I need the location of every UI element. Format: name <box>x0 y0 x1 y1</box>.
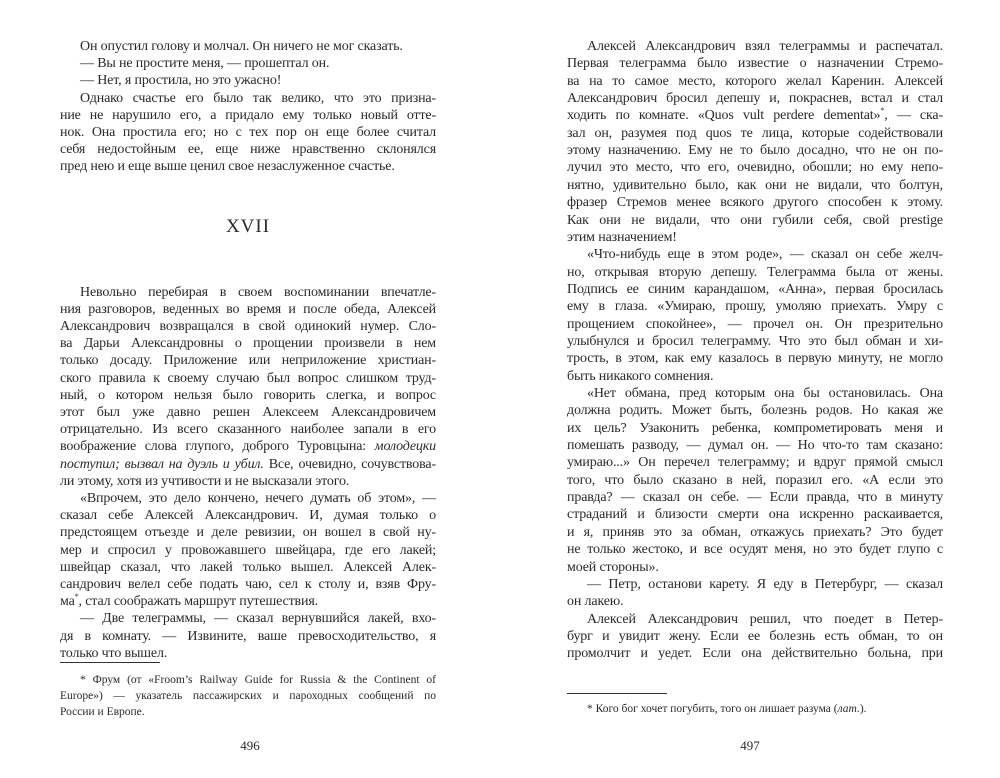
text-line: только досаду. Приложение или неприложение христиан- <box>60 353 436 369</box>
text-line: этому назначению. Ему не то было досадно, что не он по- <box>567 143 943 159</box>
text-line: Как они не видали, что они губили себя, свой prestige <box>567 212 943 228</box>
text-line: Алексей Александрович решил, что поедет в Петер- <box>587 611 943 627</box>
text-run: * Кого бог хочет погубить, того он лишает разума ( <box>587 703 838 715</box>
text-line: того, что было сказано в ней, поразил его. «А если это <box>567 472 943 488</box>
text-line: улыбнулся и бросил телеграмму. Что это был обман и хи- <box>567 333 943 349</box>
page-number: 496 <box>240 738 260 753</box>
text-line <box>60 438 436 455</box>
text-line: их цель? Узаконить ребенка, компрометировать меня и <box>567 420 943 436</box>
footnote-divider <box>567 693 667 694</box>
text-line: Первая телеграмма было известие о назначении Стремо- <box>567 56 943 72</box>
text-line: и я, приняв это за обман, откажусь приехать? Это будет <box>567 524 943 540</box>
footnote-line: России и Европе. <box>60 706 145 718</box>
text-line: себя недостойным ее, еще ниже нравственно склонялся <box>60 142 436 158</box>
text-line: лучил это место, что его, очевидно, обошли; но ему непо- <box>567 160 943 176</box>
chapter-heading: XVII <box>225 215 271 237</box>
text-line: быть никакого сомнения. <box>567 368 714 384</box>
text-line: Александрович бросил депешу и, покраснев, встал и стал <box>567 91 943 107</box>
text-line: только что вышел. <box>60 645 168 661</box>
text-run: Все, очевидно, сочувствова- <box>263 456 436 472</box>
text-line: швейцар сказал, что лакей только вышел. Алексей Алек- <box>60 559 436 575</box>
footnote-line <box>567 701 943 717</box>
text-line: нятно, удивительно было, как они не видали, что болтун, <box>567 177 943 193</box>
text-run: ма <box>60 594 75 610</box>
text-line: зал он, разумея под quos те лица, которые содействовали <box>567 125 943 141</box>
text-line: бург и увидит жену. Если ее болезнь есть обман, то он <box>567 628 943 644</box>
text-line: правда? — сказал он себе. — Если правда, что в минуту <box>567 490 943 506</box>
text-line: мер и спросил у провожавшего швейцара, где его лакей; <box>60 542 436 558</box>
footnote-divider <box>60 662 160 663</box>
text-line: — Нет, я простила, но это ужасно! <box>80 73 282 89</box>
italic-text: поступил; вызвал на дуэль и убил. <box>60 456 264 472</box>
text-line <box>60 593 436 610</box>
text-line: «Нет обмана, пред которым она бы остановилась. Она <box>587 386 943 401</box>
text-line <box>60 456 436 473</box>
text-line: этот был уже давно решен Алексеем Александровичем <box>60 405 436 420</box>
text-line: ный, о котором нельзя было говорить слегка, и вопрос <box>60 387 436 403</box>
text-line: трость, в этом, как ему казалось в первую минуту, не могло <box>567 351 943 367</box>
text-line <box>567 107 943 124</box>
text-run: , стал соображать маршрут путешествия. <box>78 594 318 610</box>
text-line: ского правила к своему случаю был вопрос слишком труд- <box>60 370 436 386</box>
text-line: промолчит и уедет. Если она действительно больна, при <box>567 646 943 662</box>
text-line: — Две телеграммы, — сказал вернувшийся лакей, вхо- <box>80 611 436 627</box>
text-line: помешать разводу, — думал он. — Но что-то там сказано: <box>567 438 943 454</box>
text-line: сказал себе Алексей Александрович. И, думая только о <box>60 508 436 524</box>
text-line: Подпись ее синим карандашом, «Анна», первая бросилась <box>567 281 943 297</box>
text-line: умираю...» Он перечел телеграмму; и вдруг прямой смысл <box>567 455 943 471</box>
text-line: Алексей Александрович взял телеграммы и распечатал. <box>587 39 943 54</box>
text-line: этим назначением! <box>567 229 677 245</box>
text-run: , — ска- <box>884 108 943 124</box>
text-line: фразер Стремов менее всякого другого способен к этому. <box>567 195 943 211</box>
text-line: Невольно перебирая в своем воспоминании впечатле- <box>80 284 436 300</box>
text-line: пред нею и еще выше ценил свое незаслуженное счастье. <box>60 159 395 175</box>
footnote-line: Europe») — указатель пассажирских и пароходных сообщений по <box>60 690 436 702</box>
right-page <box>500 0 1000 778</box>
text-run: воображение слова глупого, доброго Туровцына: <box>60 439 375 455</box>
text-line: ния разговоров, веденных во время и после обеда, Алексей <box>60 301 436 317</box>
text-line: предстоящем отъезде и деле ревизии, он вошел в свой ну- <box>60 525 436 541</box>
footnote-marker: * <box>880 106 885 116</box>
text-line: «Что-нибудь еще в этом роде», — сказал он себе желч- <box>587 247 943 263</box>
text-line: — Вы не простите меня, — прошептал он. <box>80 56 330 72</box>
text-line: — Петр, останови карету. Я еду в Петербург, — сказал <box>587 576 943 592</box>
footnote-line: * Фрум (от «Froom’s Railway Guide for Russia & the Continent of <box>80 674 436 686</box>
text-line: он лакею. <box>567 594 624 610</box>
footnote-marker: * <box>74 592 79 602</box>
text-line: но, открывая вторую депешу. Телеграмма была от жены. <box>567 264 943 280</box>
text-line: ва на то самое место, которого желал Каренин. Алексей <box>567 73 943 89</box>
text-line: «Впрочем, это дело кончено, нечего думать об этом», — <box>80 491 436 506</box>
text-line: Однако счастье его было так велико, что это призна- <box>80 90 436 106</box>
text-line: не только жестоко, и все осудят меня, но это будет глупо с <box>567 542 943 558</box>
text-run: ). <box>859 703 867 715</box>
text-line: дя в комнату. — Извините, ваше превосходительство, я <box>60 628 436 644</box>
text-line: моей стороны». <box>567 559 659 575</box>
text-line: страданий и близости смерти она искренно раскаивается, <box>567 507 943 523</box>
italic-text: молодецки <box>374 439 436 455</box>
text-line: Александрович возвращался в свой одинокий нумер. Сло- <box>60 319 436 334</box>
text-line: ние не нарушило его, а придало ему только новый отте- <box>60 107 436 123</box>
text-line: сандрович велел себе подать чаю, сел к столу и, взяв Фру- <box>60 577 436 592</box>
italic-text: лат. <box>837 703 860 715</box>
text-line: Он опустил голову и молчал. Он ничего не мог сказать. <box>80 39 403 54</box>
text-line: прощением спокойнее», — прочел он. Он презрительно <box>567 316 943 332</box>
text-line: ему в глаза. «Умираю, прошу, умоляю приехать. Умру с <box>567 299 943 315</box>
page-number: 497 <box>740 738 760 753</box>
text-line: ли этому, хотя из учтивости и не высказали этого. <box>60 473 350 489</box>
text-line: ва Дарьи Александровны о прощении произвели в нем <box>60 336 436 352</box>
text-line: должна родить. Может быть, болезнь родов. Но какая же <box>567 403 943 419</box>
text-line: нок. Она простила его; но с тех пор он еще более считал <box>60 125 436 140</box>
text-line: отрицательно. Из всего сказанного наиболее запали в его <box>60 422 436 438</box>
text-run: ходить по комнате. «Quos vult perdere dementat» <box>567 108 881 124</box>
